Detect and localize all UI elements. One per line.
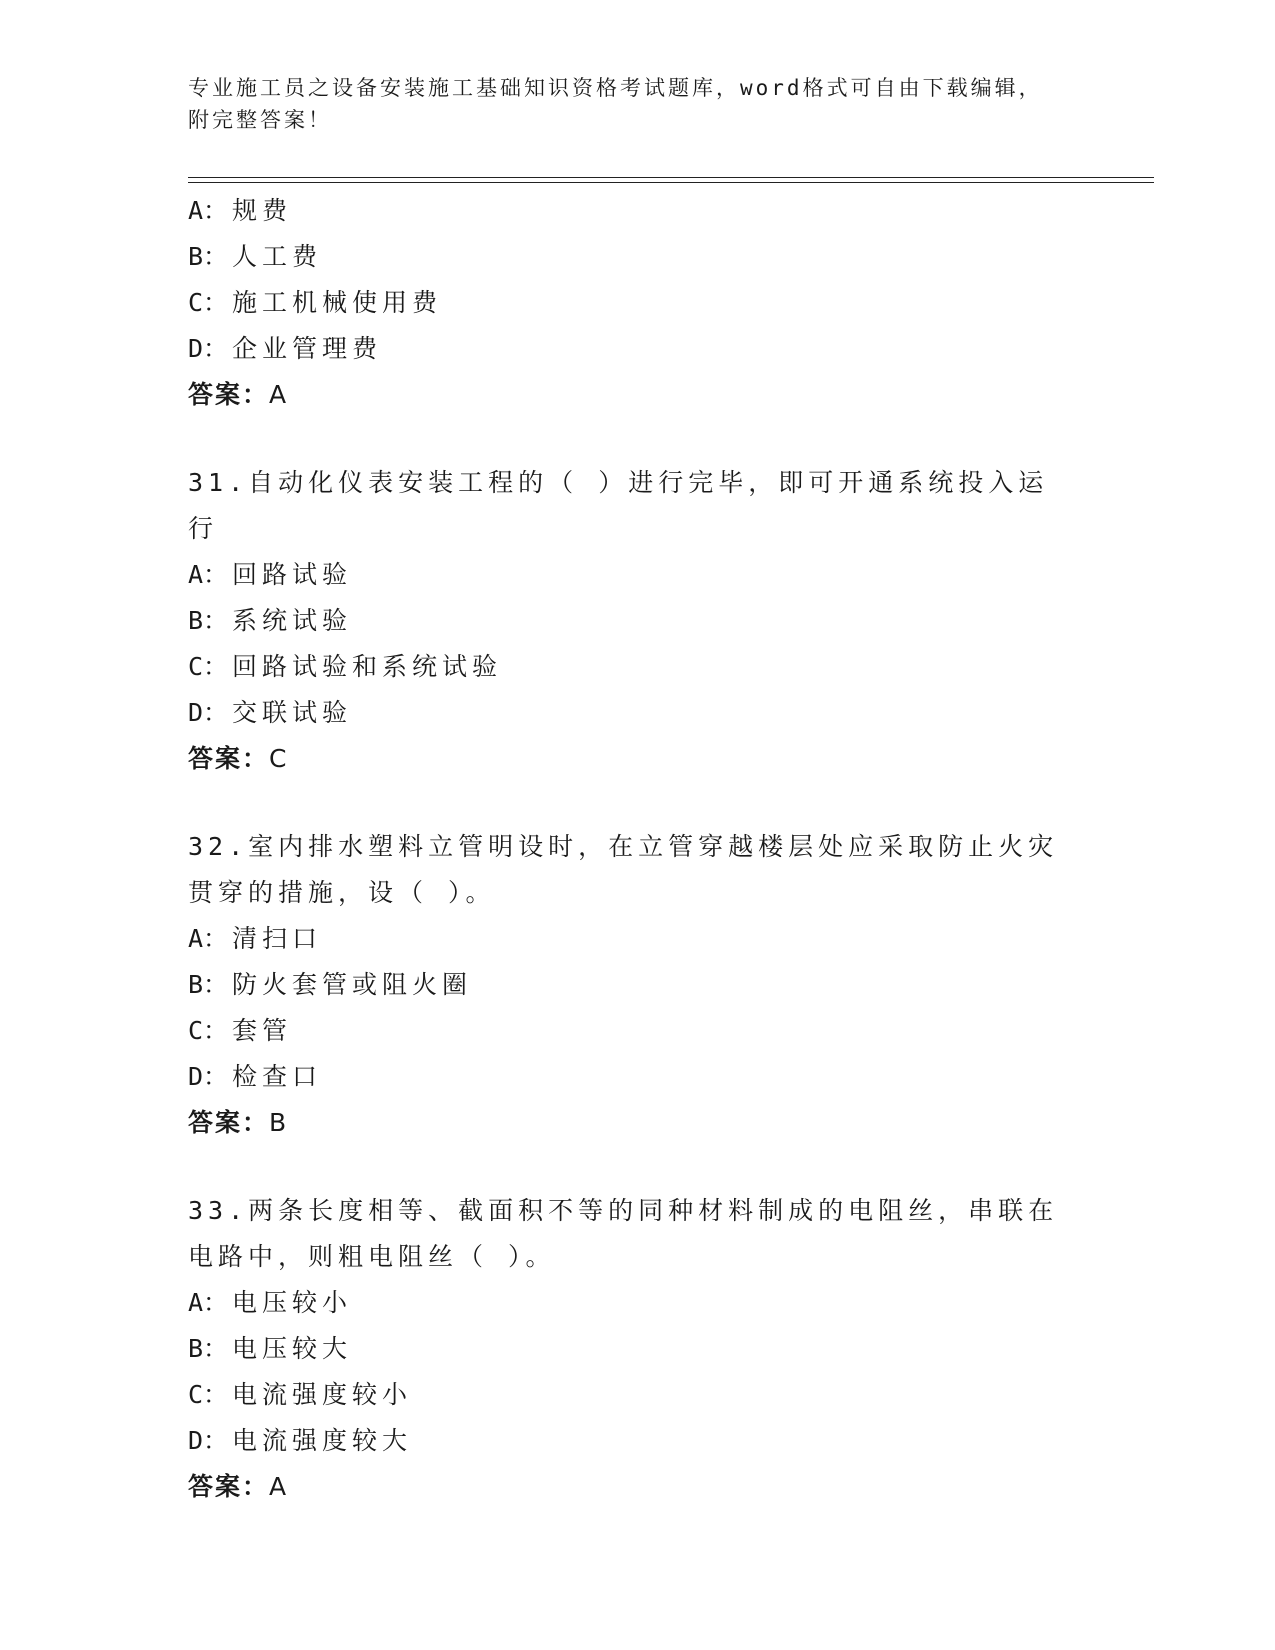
option-b	[188, 962, 1088, 1008]
option-text: 电流强度较大	[232, 1426, 413, 1455]
answer-line	[188, 1100, 1088, 1146]
option-text: 防火套管或阻火圈	[232, 970, 473, 999]
option-text: 系统试验	[232, 606, 353, 635]
option-text: 电流强度较小	[232, 1380, 413, 1409]
answer-value: A	[269, 380, 289, 409]
option-c	[188, 280, 1088, 326]
answer-value: A	[269, 1472, 289, 1501]
option-b	[188, 598, 1088, 644]
option-c	[188, 644, 1088, 690]
option-key: D：	[188, 698, 229, 727]
question-33	[188, 1188, 1088, 1510]
option-text: 套管	[232, 1016, 293, 1045]
option-a	[188, 916, 1088, 962]
option-c	[188, 1008, 1088, 1054]
header-line-1: 专业施工员之设备安装施工基础知识资格考试题库，word格式可自由下载编辑，	[188, 76, 1043, 100]
option-key: D：	[188, 334, 229, 363]
header-rule-top	[188, 177, 1154, 178]
option-key: D：	[188, 1062, 229, 1091]
option-key: C：	[188, 1016, 229, 1045]
option-b	[188, 234, 1088, 280]
option-text: 电压较大	[232, 1334, 353, 1363]
answer-line	[188, 1464, 1088, 1510]
option-a	[188, 552, 1088, 598]
question-32	[188, 824, 1088, 1146]
answer-label: 答案：	[188, 380, 270, 409]
option-d	[188, 326, 1088, 372]
option-key: B：	[188, 970, 229, 999]
option-a	[188, 188, 1088, 234]
option-key: B：	[188, 606, 229, 635]
answer-value: B	[269, 1108, 289, 1137]
option-text: 电压较小	[232, 1288, 353, 1317]
prev-question-block	[188, 188, 1088, 418]
answer-line	[188, 736, 1088, 782]
question-31	[188, 460, 1088, 782]
option-key: A：	[188, 924, 229, 953]
answer-label: 答案：	[188, 1108, 270, 1137]
header-rule-bottom	[188, 182, 1154, 183]
option-key: A：	[188, 560, 229, 589]
option-key: D：	[188, 1426, 229, 1455]
answer-line	[188, 372, 1088, 418]
option-text: 回路试验和系统试验	[232, 652, 503, 681]
option-text: 检查口	[232, 1062, 323, 1091]
option-d	[188, 690, 1088, 736]
option-text: 清扫口	[232, 924, 323, 953]
option-key: C：	[188, 652, 229, 681]
option-key: B：	[188, 242, 229, 271]
option-text: 规费	[232, 196, 293, 225]
document-body	[188, 188, 1088, 1510]
question-stem: 31.自动化仪表安装工程的（ ）进行完毕，即可开通系统投入运行	[188, 468, 1049, 543]
answer-label: 答案：	[188, 1472, 270, 1501]
option-text: 施工机械使用费	[232, 288, 443, 317]
answer-value: C	[269, 744, 289, 773]
option-key: C：	[188, 1380, 229, 1409]
option-key: A：	[188, 1288, 229, 1317]
answer-label: 答案：	[188, 744, 270, 773]
option-a	[188, 1280, 1088, 1326]
document-header	[188, 72, 1088, 136]
option-key: A：	[188, 196, 229, 225]
question-stem: 33.两条长度相等、截面积不等的同种材料制成的电阻丝，串联在电路中，则粗电阻丝（ ）。	[188, 1196, 1059, 1271]
question-stem: 32.室内排水塑料立管明设时，在立管穿越楼层处应采取防止火灾贯穿的措施，设（ ）。	[188, 832, 1059, 907]
option-b	[188, 1326, 1088, 1372]
option-c	[188, 1372, 1088, 1418]
option-text: 回路试验	[232, 560, 353, 589]
option-text: 交联试验	[232, 698, 353, 727]
option-d	[188, 1418, 1088, 1464]
option-d	[188, 1054, 1088, 1100]
option-text: 企业管理费	[232, 334, 383, 363]
option-key: B：	[188, 1334, 229, 1363]
option-text: 人工费	[232, 242, 323, 271]
option-key: C：	[188, 288, 229, 317]
header-line-2: 附完整答案！	[188, 108, 332, 132]
